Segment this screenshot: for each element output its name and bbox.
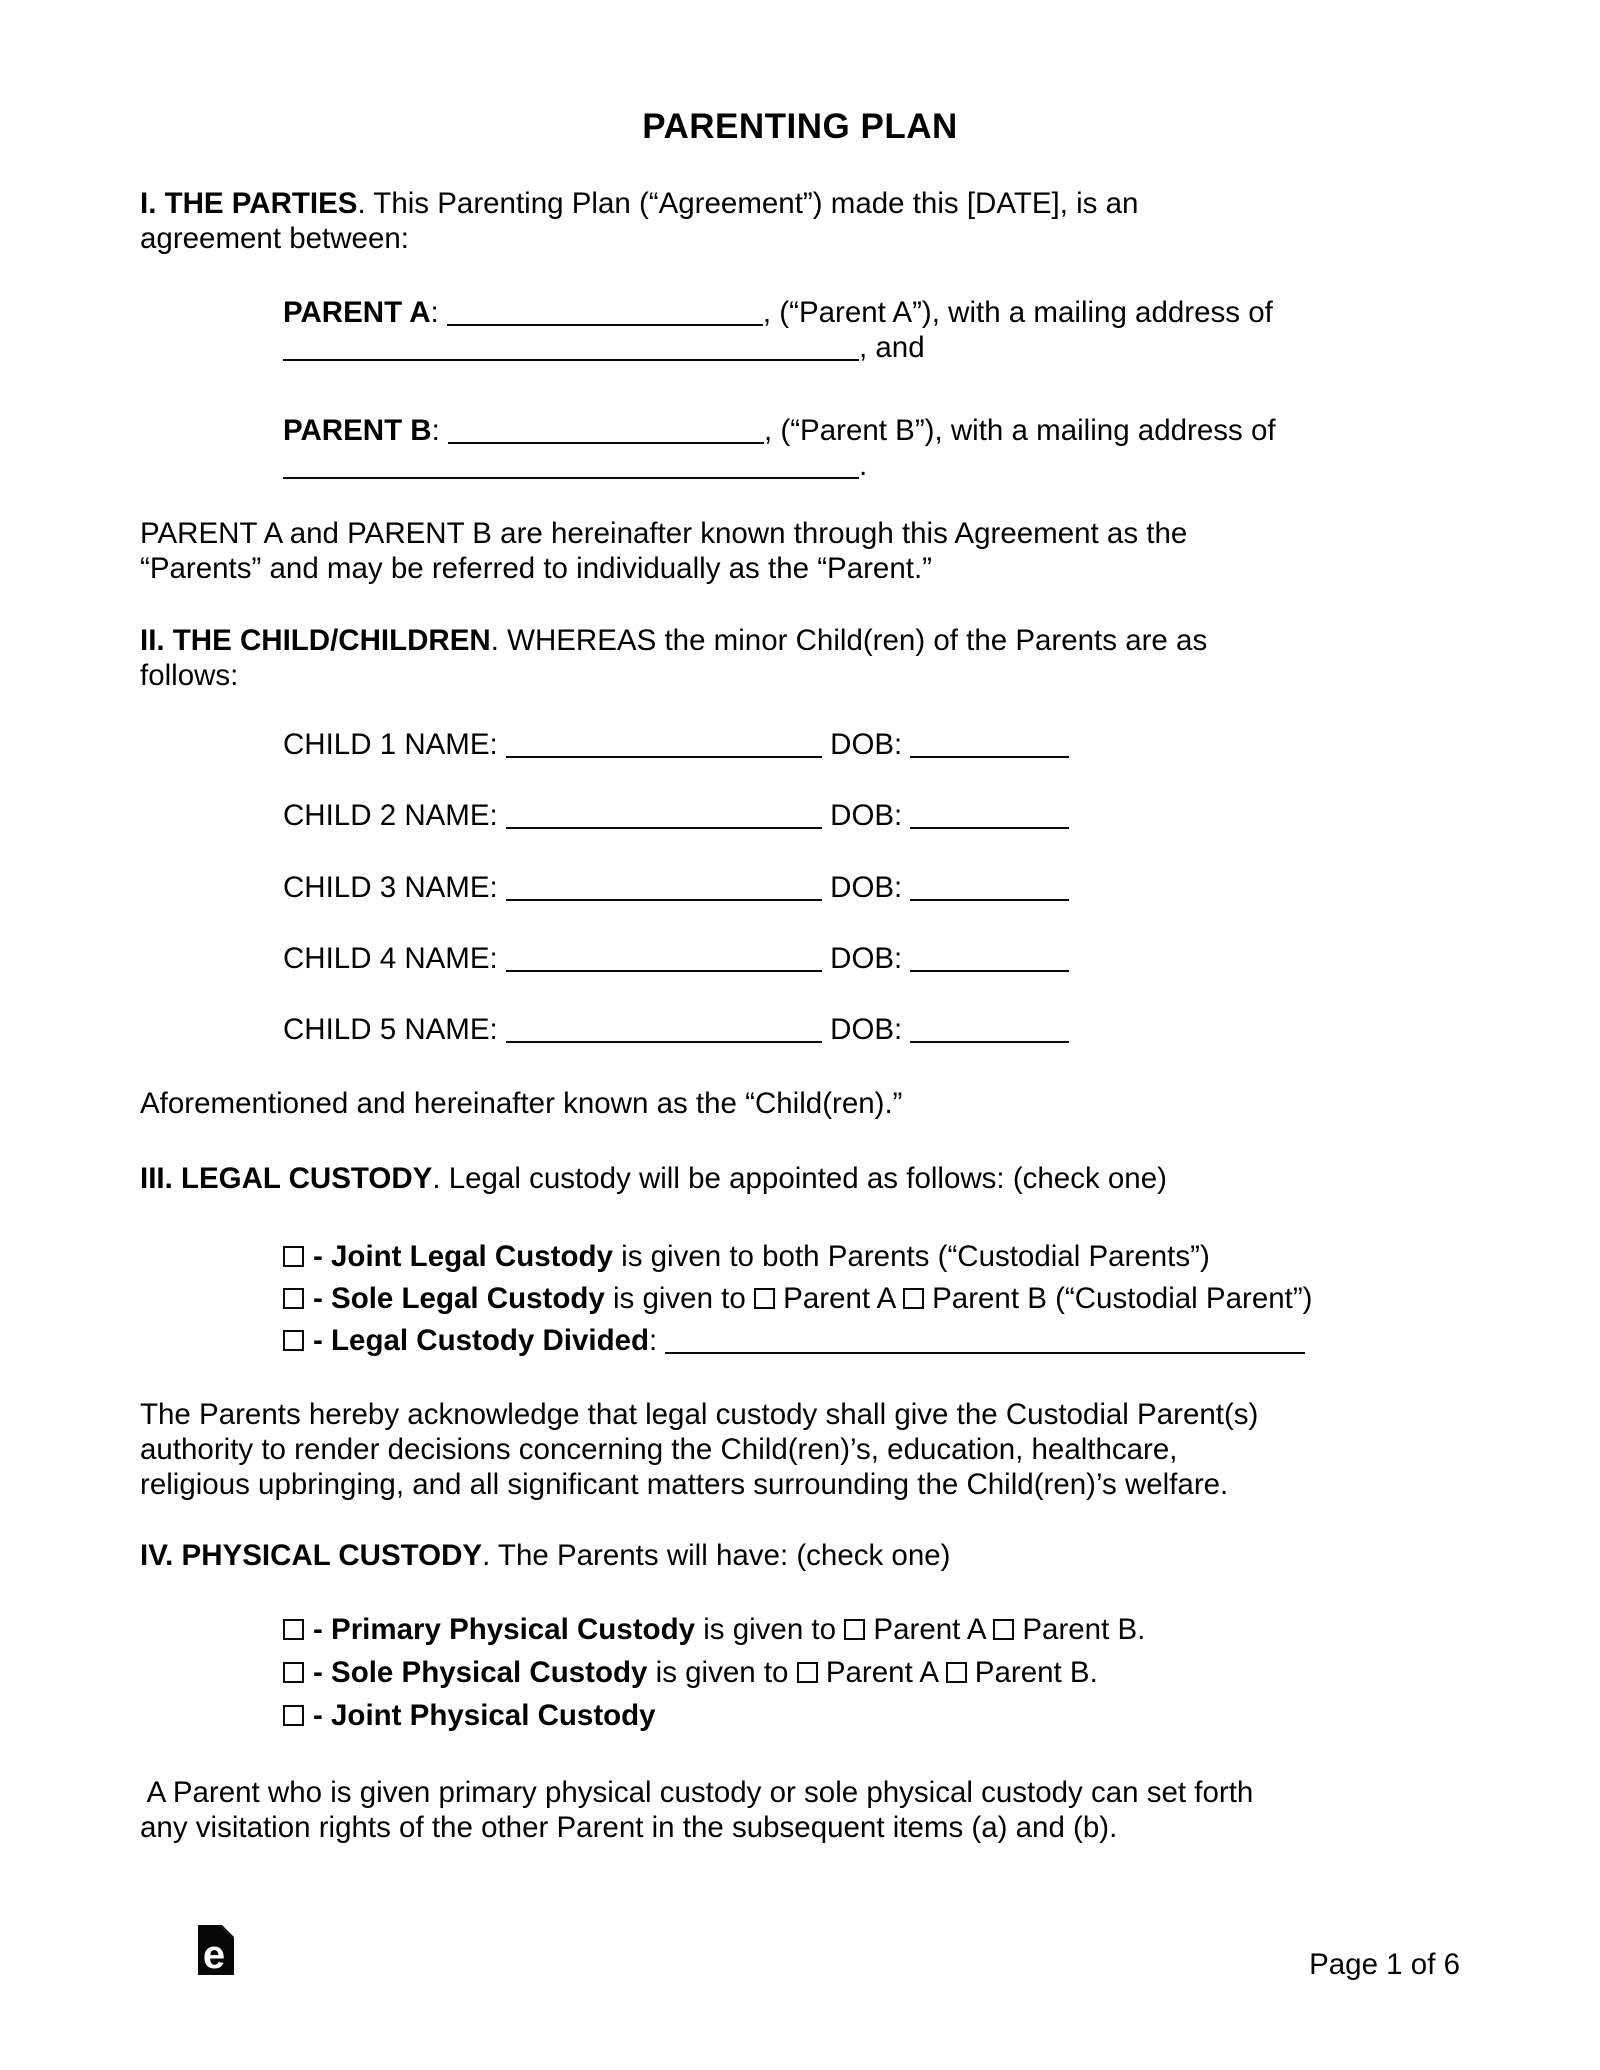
parent-b-block xyxy=(283,413,1460,483)
section-children xyxy=(140,623,1460,693)
legal-note-line-3: religious upbringing, and all significant matters surrounding the Child(ren)’s welfare. xyxy=(140,1468,1229,1501)
sole-physical-text-2: Parent A xyxy=(817,1656,946,1689)
child-4-dob-label: DOB: xyxy=(821,942,911,975)
physical-note-line-1: A Parent who is given primary physical custody or sole physical custody can set forth xyxy=(140,1776,1254,1809)
child-2-name-label: CHILD 2 NAME: xyxy=(283,799,506,832)
child-row-2 xyxy=(283,798,1460,833)
child-row-1 xyxy=(283,727,1460,762)
sole-physical-parent-a-checkbox[interactable] xyxy=(797,1662,818,1683)
primary-physical-text-1: is given to xyxy=(695,1613,845,1646)
child-3-name-label: CHILD 3 NAME: xyxy=(283,871,506,904)
joint-legal-custody-text: is given to both Parents (“Custodial Parents”) xyxy=(612,1240,1210,1273)
child-5-dob-label: DOB: xyxy=(821,1013,911,1046)
child-5-name-label: CHILD 5 NAME: xyxy=(283,1013,506,1046)
child-row-4 xyxy=(283,941,1460,976)
child-2-name-field[interactable] xyxy=(506,807,822,829)
child-5-dob-field[interactable] xyxy=(910,1021,1069,1043)
joint-legal-custody-label: - Joint Legal Custody xyxy=(313,1240,613,1273)
legal-note-line-1: The Parents hereby acknowledge that legal custody shall give the Custodial Parent(s) xyxy=(140,1398,1259,1431)
sole-legal-parent-b-checkbox[interactable] xyxy=(903,1288,924,1309)
parent-a-text-1: , (“Parent A”), with a mailing address of xyxy=(762,296,1273,329)
parties-text-1: . This Parenting Plan (“Agreement”) made this [DATE], is an xyxy=(357,187,1139,220)
parent-b-colon: : xyxy=(431,414,449,447)
sole-physical-parent-b-checkbox[interactable] xyxy=(946,1662,967,1683)
physical-text: . The Parents will have: (check one) xyxy=(482,1539,951,1572)
physical-options xyxy=(283,1608,1460,1737)
section-physical-heading xyxy=(140,1538,1460,1573)
child-row-3 xyxy=(283,870,1460,905)
physical-option-sole xyxy=(283,1651,1460,1694)
physical-option-primary xyxy=(283,1608,1460,1651)
page-number: Page 1 of 6 xyxy=(1309,1948,1460,1981)
sole-physical-text-1: is given to xyxy=(647,1656,797,1689)
child-2-dob-field[interactable] xyxy=(910,807,1069,829)
parent-a-block xyxy=(283,295,1460,365)
primary-physical-parent-a-checkbox[interactable] xyxy=(844,1619,865,1640)
sole-legal-custody-text-3: Parent B (“Custodial Parent”) xyxy=(923,1282,1313,1315)
child-2-dob-label: DOB: xyxy=(821,799,911,832)
child-5-name-field[interactable] xyxy=(506,1021,822,1043)
legal-text: . Legal custody will be appointed as follows: (check one) xyxy=(432,1162,1167,1195)
sole-legal-custody-label: - Sole Legal Custody xyxy=(313,1282,605,1315)
sole-physical-custody-label: - Sole Physical Custody xyxy=(313,1656,648,1689)
parent-b-name-field[interactable] xyxy=(448,422,764,444)
children-heading: II. THE CHILD/CHILDREN xyxy=(140,624,491,657)
sole-legal-parent-a-checkbox[interactable] xyxy=(754,1288,775,1309)
legal-heading: III. LEGAL CUSTODY xyxy=(140,1162,433,1195)
primary-physical-text-2: Parent A xyxy=(865,1613,994,1646)
parent-a-label: PARENT A xyxy=(283,296,431,329)
child-4-name-field[interactable] xyxy=(506,950,822,972)
parent-b-line-2 xyxy=(283,448,1460,483)
logo-letter: e xyxy=(202,1933,226,1975)
legal-note xyxy=(140,1397,1460,1502)
page-title: PARENTING PLAN xyxy=(642,107,958,146)
child-3-dob-field[interactable] xyxy=(910,879,1069,901)
section-legal-heading xyxy=(140,1161,1460,1196)
legal-option-divided xyxy=(283,1320,1460,1362)
child-1-name-label: CHILD 1 NAME: xyxy=(283,728,506,761)
parent-b-address-field[interactable] xyxy=(283,457,859,479)
parent-a-address-field[interactable] xyxy=(283,339,859,361)
primary-physical-parent-b-checkbox[interactable] xyxy=(993,1619,1014,1640)
legal-custody-divided-colon: : xyxy=(649,1324,666,1357)
parent-a-line-1 xyxy=(283,295,1460,330)
sole-legal-custody-checkbox[interactable] xyxy=(283,1288,304,1309)
sole-physical-custody-checkbox[interactable] xyxy=(283,1662,304,1683)
parties-note-line-2: “Parents” and may be referred to individually as the “Parent.” xyxy=(140,552,932,585)
children-text-1: . WHEREAS the minor Child(ren) of the Parents are as xyxy=(490,624,1208,657)
child-4-name-label: CHILD 4 NAME: xyxy=(283,942,506,975)
parent-b-text-1: , (“Parent B”), with a mailing address of xyxy=(764,414,1276,447)
children-line-1 xyxy=(140,623,1460,658)
physical-heading: IV. PHYSICAL CUSTODY xyxy=(140,1539,483,1572)
parent-b-text-2: . xyxy=(859,449,868,482)
parties-line-2: agreement between: xyxy=(140,222,409,255)
parties-line-1 xyxy=(140,186,1460,221)
parent-a-line-2 xyxy=(283,330,1460,365)
sole-physical-text-3: Parent B. xyxy=(966,1656,1098,1689)
legal-custody-divided-field[interactable] xyxy=(665,1332,1305,1354)
legal-option-sole xyxy=(283,1278,1460,1320)
legal-options xyxy=(283,1236,1460,1362)
child-1-name-field[interactable] xyxy=(506,736,822,758)
child-1-dob-field[interactable] xyxy=(910,736,1069,758)
joint-physical-custody-label: - Joint Physical Custody xyxy=(313,1699,656,1732)
physical-option-joint xyxy=(283,1694,1460,1737)
legal-custody-divided-checkbox[interactable] xyxy=(283,1330,304,1351)
parent-b-label: PARENT B xyxy=(283,414,432,447)
parties-note-line-1: PARENT A and PARENT B are hereinafter known through this Agreement as the xyxy=(140,517,1188,550)
primary-physical-custody-checkbox[interactable] xyxy=(283,1619,304,1640)
children-line-2: follows: xyxy=(140,659,239,692)
sole-legal-custody-text-1: is given to xyxy=(604,1282,754,1315)
child-3-dob-label: DOB: xyxy=(821,871,911,904)
parent-a-text-2: , and xyxy=(859,331,925,364)
parent-a-colon: : xyxy=(430,296,447,329)
physical-note-line-2: any visitation rights of the other Parent in the subsequent items (a) and (b). xyxy=(140,1811,1118,1844)
parties-note xyxy=(140,516,1460,586)
primary-physical-text-3: Parent B. xyxy=(1014,1613,1146,1646)
legal-option-joint xyxy=(283,1236,1460,1278)
section-parties xyxy=(140,186,1460,256)
legal-custody-divided-label: - Legal Custody Divided xyxy=(313,1324,650,1357)
child-4-dob-field[interactable] xyxy=(910,950,1069,972)
legal-note-line-2: authority to render decisions concerning the Child(ren)’s, education, healthcare, xyxy=(140,1433,1178,1466)
parties-heading: I. THE PARTIES xyxy=(140,187,358,220)
joint-legal-custody-checkbox[interactable] xyxy=(283,1246,304,1267)
child-row-5 xyxy=(283,1012,1460,1047)
child-1-dob-label: DOB: xyxy=(821,728,911,761)
sole-legal-custody-text-2: Parent A xyxy=(774,1282,903,1315)
joint-physical-custody-checkbox[interactable] xyxy=(283,1705,304,1726)
children-note: Aforementioned and hereinafter known as the “Child(ren).” xyxy=(140,1087,903,1120)
primary-physical-custody-label: - Primary Physical Custody xyxy=(313,1613,696,1646)
child-3-name-field[interactable] xyxy=(506,879,822,901)
parent-a-name-field[interactable] xyxy=(447,304,763,326)
physical-note xyxy=(140,1775,1460,1845)
parent-b-line-1 xyxy=(283,413,1460,448)
